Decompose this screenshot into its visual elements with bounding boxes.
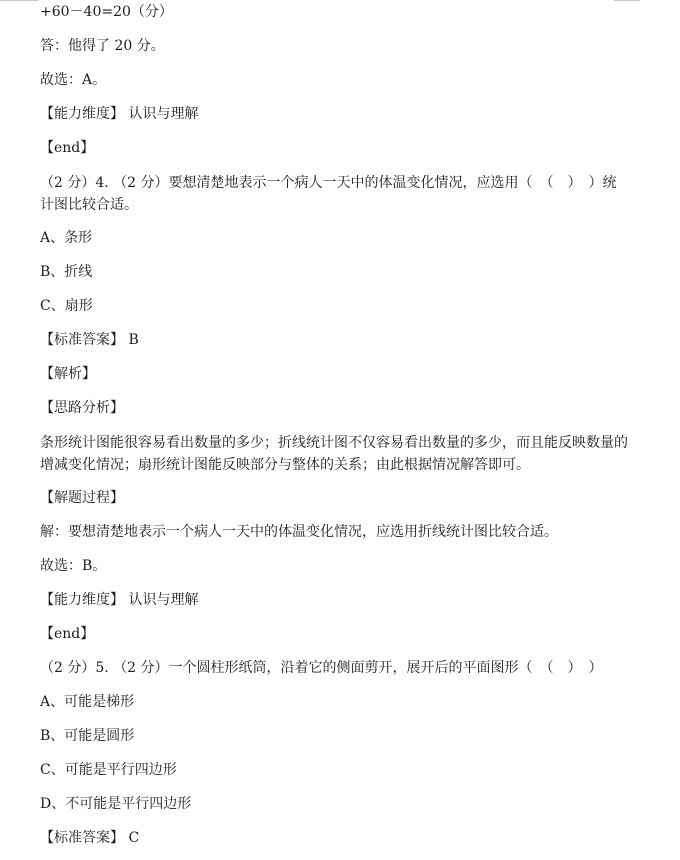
option-a: A、可能是梯形	[40, 694, 135, 710]
option-c: C、可能是平行四边形	[40, 762, 177, 778]
page-corner-mark-left	[0, 0, 38, 1]
choice-line: 故选：B。	[40, 558, 107, 574]
standard-answer: 【标准答案】 B	[40, 332, 139, 348]
end-marker: 【end】	[40, 140, 95, 156]
question-4: （2 分）4. （2 分）要想清楚地表示一个病人一天中的体温变化情况，应选用（ （ ） ）统计图比较合适。	[40, 175, 617, 213]
end-marker: 【end】	[40, 626, 95, 642]
option-c: C、扇形	[40, 298, 93, 314]
page-corner-mark-right	[614, 0, 640, 1]
option-a: A、条形	[40, 230, 93, 246]
answer-line: 答：他得了 20 分。	[40, 38, 165, 54]
reasoning-heading: 【思路分析】	[40, 400, 124, 416]
ability-dimension: 【能力维度】 认识与理解	[40, 106, 199, 122]
calculation-line: +60－40=20（分）	[40, 4, 173, 20]
solution-text: 解：要想清楚地表示一个病人一天中的体温变化情况，应选用折线统计图比较合适。	[40, 524, 558, 540]
option-b: B、可能是圆形	[40, 728, 135, 744]
standard-answer: 【标准答案】 C	[40, 830, 140, 846]
analysis-heading: 【解析】	[40, 366, 96, 382]
question-5: （2 分）5. （2 分）一个圆柱形纸筒，沿着它的侧面剪开，展开后的平面图形（ （ ） ）	[40, 660, 603, 676]
ability-dimension: 【能力维度】 认识与理解	[40, 592, 199, 608]
option-d: D、不可能是平行四边形	[40, 796, 192, 812]
choice-line: 故选：A。	[40, 72, 107, 88]
option-b: B、折线	[40, 264, 93, 280]
solution-heading: 【解题过程】	[40, 490, 124, 506]
reasoning-text: 条形统计图能很容易看出数量的多少；折线统计图不仅容易看出数量的多少，而且能反映数量的增减变化情况；扇形统计图能反映部分与整体的关系；由此根据情况解答即可。	[40, 435, 628, 473]
